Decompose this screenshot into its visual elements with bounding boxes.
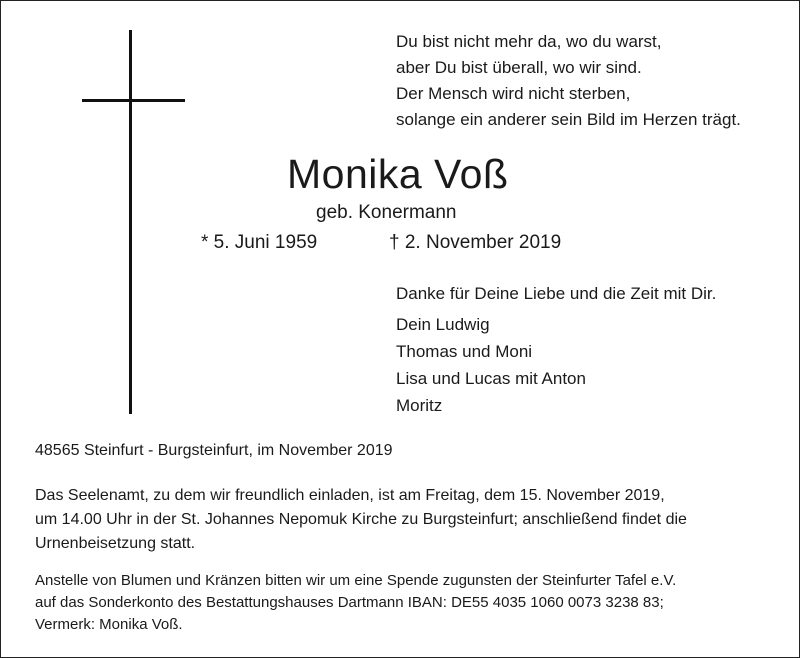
poem-line: Du bist nicht mehr da, wo du warst, [396, 32, 662, 51]
cross-horizontal-bar [82, 99, 185, 102]
mourners-list [396, 311, 586, 419]
cross-vertical-bar [129, 30, 132, 414]
mourner: Lisa und Lucas mit Anton [396, 369, 586, 388]
mourner: Moritz [396, 396, 443, 415]
poem [396, 29, 741, 133]
donation-paragraph [35, 570, 676, 636]
service-line: um 14.00 Uhr in der St. Johannes Nepomuk Kirche zu Burgsteinfurt; anschließend findet die [35, 511, 687, 528]
donation-line: Vermerk: Monika Voß. [35, 616, 183, 633]
service-paragraph [35, 484, 687, 556]
thanks-line: Danke für Deine Liebe und die Zeit mit Dir. [396, 284, 717, 303]
birth-date: * 5. Juni 1959 [201, 232, 318, 253]
mourner: Dein Ludwig [396, 315, 490, 334]
donation-line: auf das Sonderkonto des Bestattungshauses Dartmann IBAN: DE55 4035 1060 0073 3238 83; [35, 594, 664, 611]
death-date: † 2. November 2019 [389, 232, 562, 253]
maiden-name: geb. Konermann [316, 202, 457, 223]
poem-line: Der Mensch wird nicht sterben, [396, 84, 631, 103]
place-date: 48565 Steinfurt - Burgsteinfurt, im November 2019 [35, 442, 393, 459]
service-line: Das Seelenamt, zu dem wir freundlich einladen, ist am Freitag, dem 15. November 2019, [35, 487, 665, 504]
donation-line: Anstelle von Blumen und Kränzen bitten wir um eine Spende zugunsten der Steinfurter Tafel e.V. [35, 572, 677, 589]
poem-line: solange ein anderer sein Bild im Herzen trägt. [396, 110, 741, 129]
deceased-name: Monika Voß [287, 151, 509, 197]
service-line: Urnenbeisetzung statt. [35, 535, 196, 552]
poem-line: aber Du bist überall, wo wir sind. [396, 58, 642, 77]
mourner: Thomas und Moni [396, 342, 533, 361]
